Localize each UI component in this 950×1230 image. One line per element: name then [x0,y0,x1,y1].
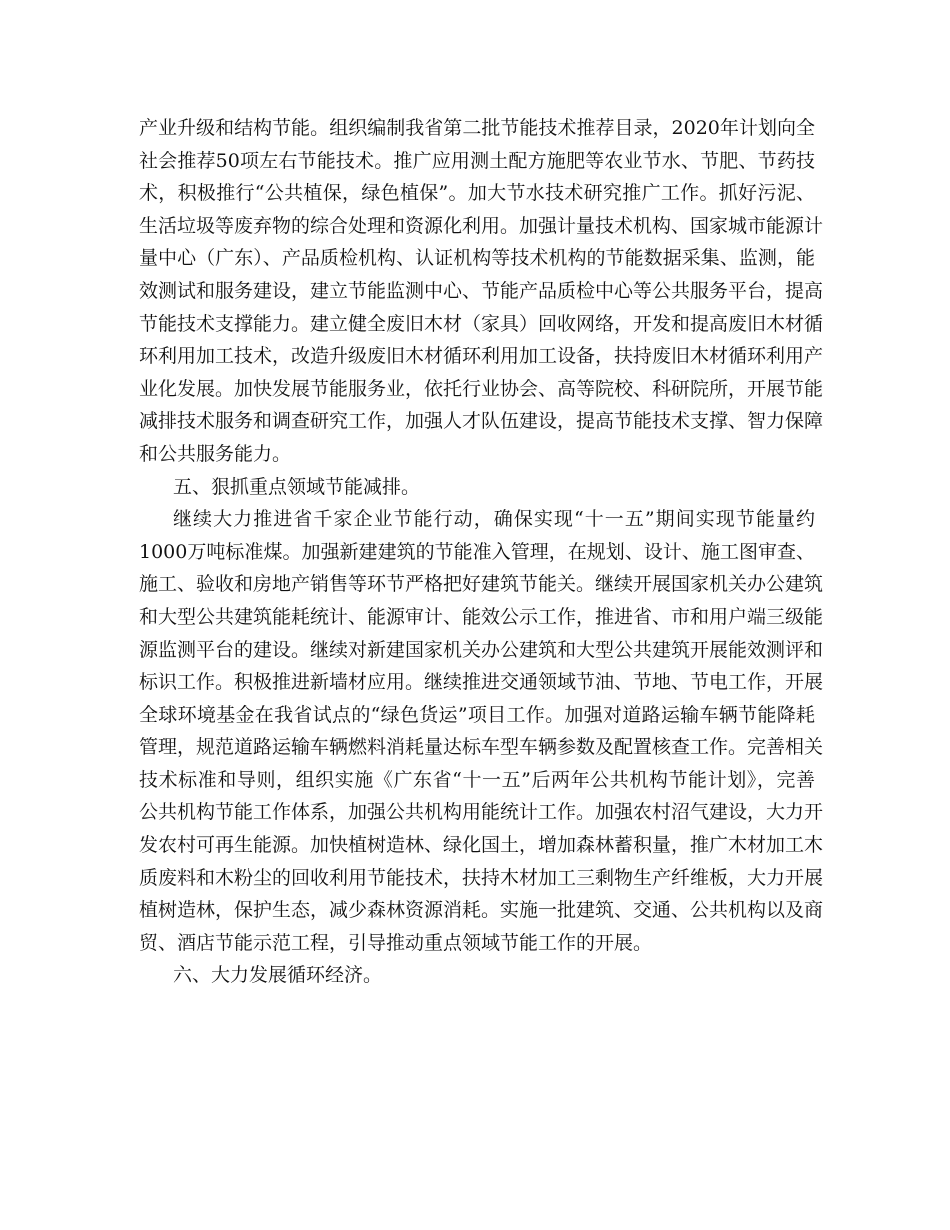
text-line: 术，积极推行“公共植保，绿色植保”。加大节水技术研究推广工作。抓好污泥、 [139,182,815,205]
document-body [139,112,824,992]
text-line: 质废料和木粉尘的回收利用节能技术，扶持木材加工三剩物生产纤维板，大力开展 [139,866,824,889]
section-heading-5: 五、狠抓重点领域节能减排。 [173,475,421,498]
text-line: 标识工作。积极推进新墙材应用。继续推进交通领域节油、节地、节电工作，开展 [139,671,824,694]
text-line: 施工、验收和房地产销售等环节严格把好建筑节能关。继续开展国家机关办公建筑 [139,573,824,596]
paragraph-key-areas [139,503,824,959]
text-line: 减排技术服务和调查研究工作，加强人才队伍建设，提高节能技术支撑、智力保障 [139,410,824,433]
paragraph-industrial-upgrade [139,112,824,471]
text-line: 环利用加工技术，改造升级废旧木材循环利用加工设备，扶持废旧木材循环利用产 [139,345,824,368]
text-line: 管理，规范道路运输车辆燃料消耗量达标车型车辆参数及配置核查工作。完善相关 [139,736,824,759]
text-line: 植树造林，保护生态，减少森林资源消耗。实施一批建筑、交通、公共机构以及商 [139,899,824,922]
text-line: 贸、酒店节能示范工程，引导推动重点领域节能工作的开展。 [139,931,653,954]
text-line: 全球环境基金在我省试点的“绿色货运”项目工作。加强对道路运输车辆节能降耗 [139,703,815,726]
text-line: 技术标准和导则，组织实施《广东省“十一五”后两年公共机构节能计划》，完善 [139,768,815,791]
text-line: 效测试和服务建设，建立节能监测中心、节能产品质检中心等公共服务平台，提高 [139,279,824,302]
text-line: 和公共服务能力。 [139,442,292,465]
text-line: 源监测平台的建设。继续对新建国家机关办公建筑和大型公共建筑开展能效测评和 [139,638,824,661]
text-line: 发农村可再生能源。加快植树造林、绿化国土，增加森林蓄积量，推广木材加工木 [139,834,824,857]
text-line: 1000万吨标准煤。加强新建建筑的节能准入管理，在规划、设计、施工图审查、 [139,540,815,563]
text-line: 量中心（广东）、产品质检机构、认证机构等技术机构的节能数据采集、监测，能 [139,247,815,270]
section-heading-6: 六、大力发展循环经济。 [173,964,383,987]
text-line: 业化发展。加快发展节能服务业，依托行业协会、高等院校、科研院所，开展节能 [139,377,824,400]
text-line: 公共机构节能工作体系，加强公共机构用能统计工作。加强农村沼气建设，大力开 [139,801,824,824]
text-line: 继续大力推进省千家企业节能行动，确保实现“十一五”期间实现节能量约 [173,508,815,531]
text-line: 生活垃圾等废弃物的综合处理和资源化利用。加强计量技术机构、国家城市能源计 [139,214,824,237]
text-line: 节能技术支撑能力。建立健全废旧木材（家具）回收网络，开发和提高废旧木材循 [139,312,824,335]
text-line: 社会推荐50项左右节能技术。推广应用测土配方施肥等农业节水、节肥、节药技 [139,149,815,172]
text-line: 产业升级和结构节能。组织编制我省第二批节能技术推荐目录，2020年计划向全 [139,117,815,139]
text-line: 和大型公共建筑能耗统计、能源审计、能效公示工作，推进省、市和用户端三级能 [139,605,824,628]
